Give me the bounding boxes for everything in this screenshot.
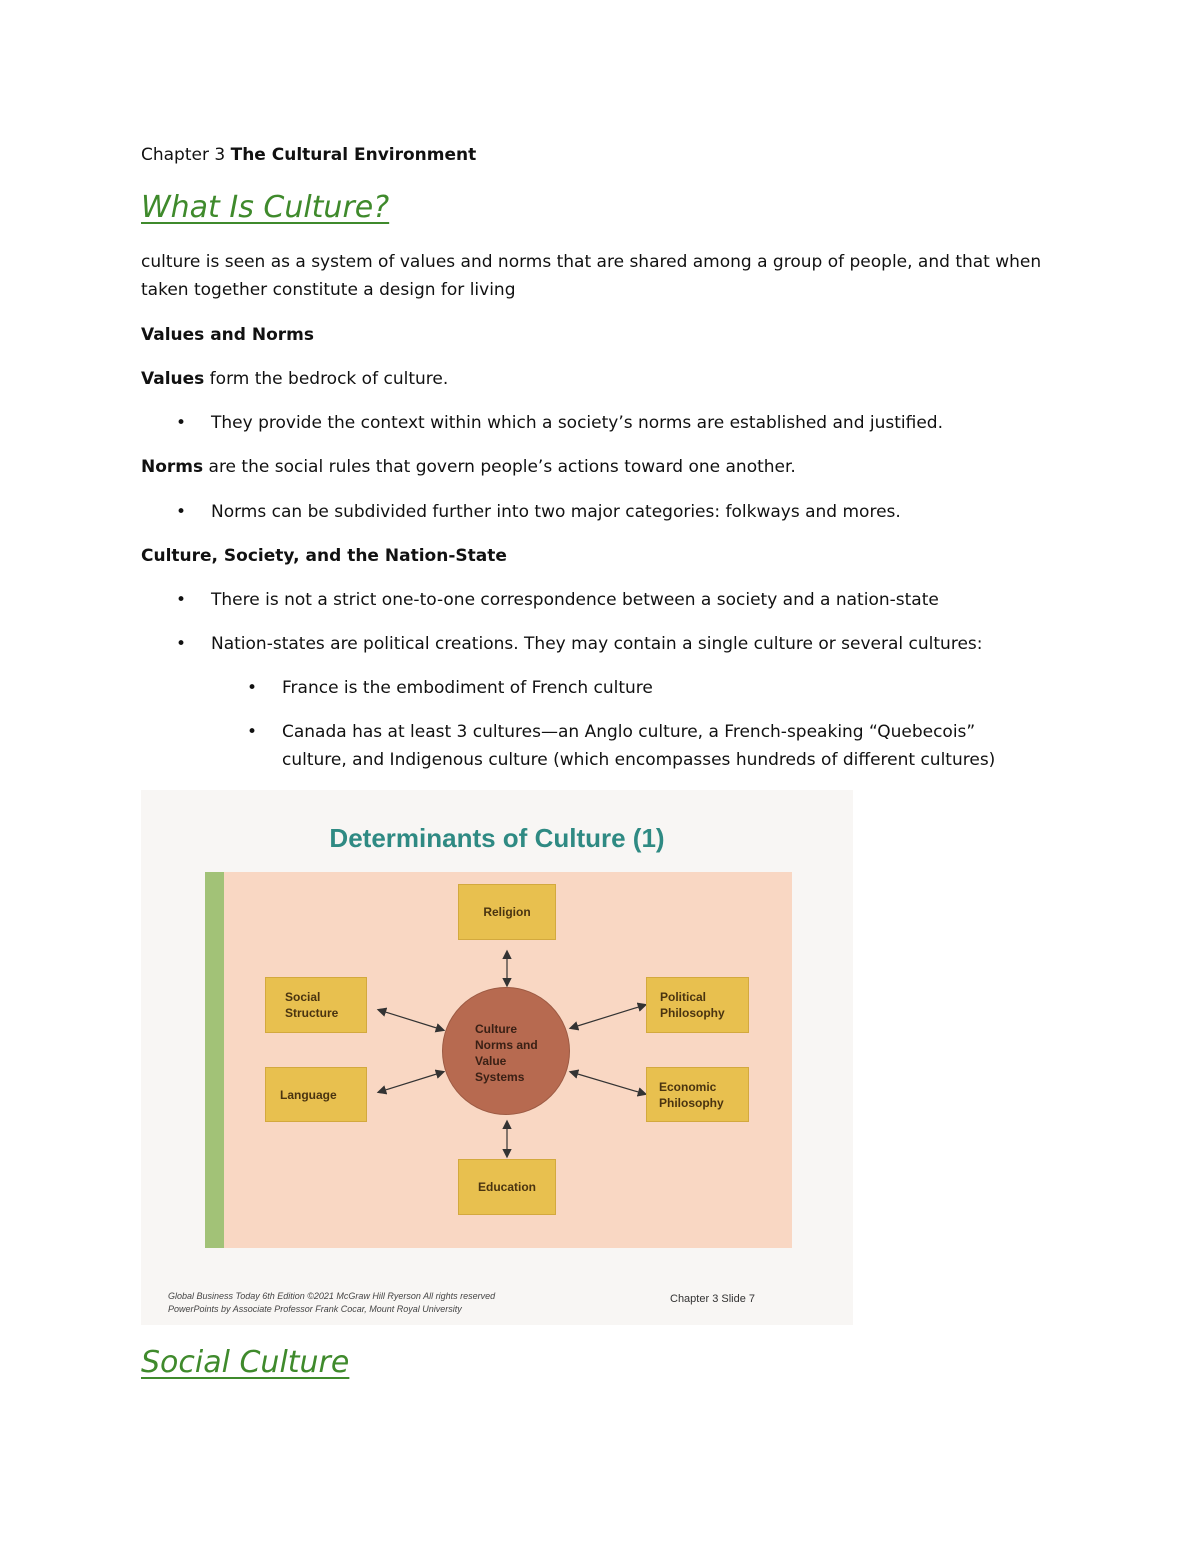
arrow-social-structure [379, 1010, 443, 1030]
values-paragraph [141, 365, 448, 393]
box-religion [458, 884, 556, 940]
slide-footer-number: Chapter 3 Slide 7 [670, 1293, 755, 1305]
values-bullet-text: They provide the context within which a society’s norms are established and justified. [211, 413, 943, 433]
france-bullet: France is the embodiment of French culture [282, 678, 653, 698]
box-economic-philosophy-label: Economic Philosophy [659, 1079, 724, 1110]
arrow-economic-philosophy [571, 1072, 645, 1094]
bullet-glyph: • [247, 722, 258, 742]
heading-social-culture: Social Culture [141, 1345, 350, 1380]
bullet-glyph: • [247, 678, 258, 698]
box-language [265, 1067, 367, 1122]
slide-figure [141, 790, 853, 1325]
norms-rest: are the social rules that govern people’s actions toward one another. [203, 457, 796, 477]
arrow-political-philosophy [571, 1005, 645, 1028]
norms-term: Norms [141, 457, 204, 477]
bullet-glyph: • [176, 502, 187, 522]
society-bullet-2: Nation-states are political creations. They may contain a single culture or several cultures: [211, 634, 983, 654]
values-norms-heading: Values and Norms [141, 325, 314, 345]
society-heading: Culture, Society, and the Nation-State [141, 546, 507, 566]
box-social-structure [265, 977, 367, 1033]
box-education-label: Education [477, 1180, 536, 1194]
box-religion-label: Religion [483, 905, 531, 919]
definition-line-1: culture is seen as a system of values and norms that are shared among a group of people, and that when [141, 252, 1042, 272]
values-term: Values [141, 369, 205, 389]
culture-center-circle [442, 987, 570, 1115]
norms-bullet-text: Norms can be subdivided further into two major categories: folkways and mores. [211, 502, 901, 522]
slide-footer-copyright: Global Business Today 6th Edition ©2021 McGraw Hill Ryerson All rights reserved PowerPoints by Associate Professor Frank Cocar, Mount Royal University [168, 1291, 496, 1314]
definition-line-2: taken together constitute a design for living [141, 280, 516, 300]
box-social-structure-label: Social Structure [285, 990, 339, 1020]
chapter-line [141, 141, 476, 169]
bullet-glyph: • [176, 590, 187, 610]
chapter-prefix: Chapter 3 [141, 145, 231, 165]
culture-center-label: Culture Norms and Value Systems [475, 1022, 538, 1084]
slide-title: Determinants of Culture (1) [329, 823, 665, 853]
box-political-philosophy [646, 977, 749, 1033]
box-education [458, 1159, 556, 1215]
canada-bullet-line-1: Canada has at least 3 cultures—an Anglo culture, a French-speaking “Quebecois” [282, 722, 976, 742]
bullet-glyph: • [176, 634, 187, 654]
values-rest: form the bedrock of culture. [204, 369, 449, 389]
chapter-title: The Cultural Environment [230, 145, 477, 165]
arrow-language [379, 1072, 443, 1092]
box-political-philosophy-label: Political Philosophy [660, 990, 725, 1020]
box-language-label: Language [280, 1087, 337, 1102]
society-bullet-1: There is not a strict one-to-one correspondence between a society and a nation-state [211, 590, 939, 610]
bullet-glyph: • [176, 413, 187, 433]
box-economic-philosophy [646, 1067, 749, 1122]
canada-bullet-line-2: culture, and Indigenous culture (which encompasses hundreds of different cultures) [282, 750, 996, 770]
norms-paragraph [141, 453, 796, 481]
heading-what-is-culture: What Is Culture? [141, 190, 390, 225]
